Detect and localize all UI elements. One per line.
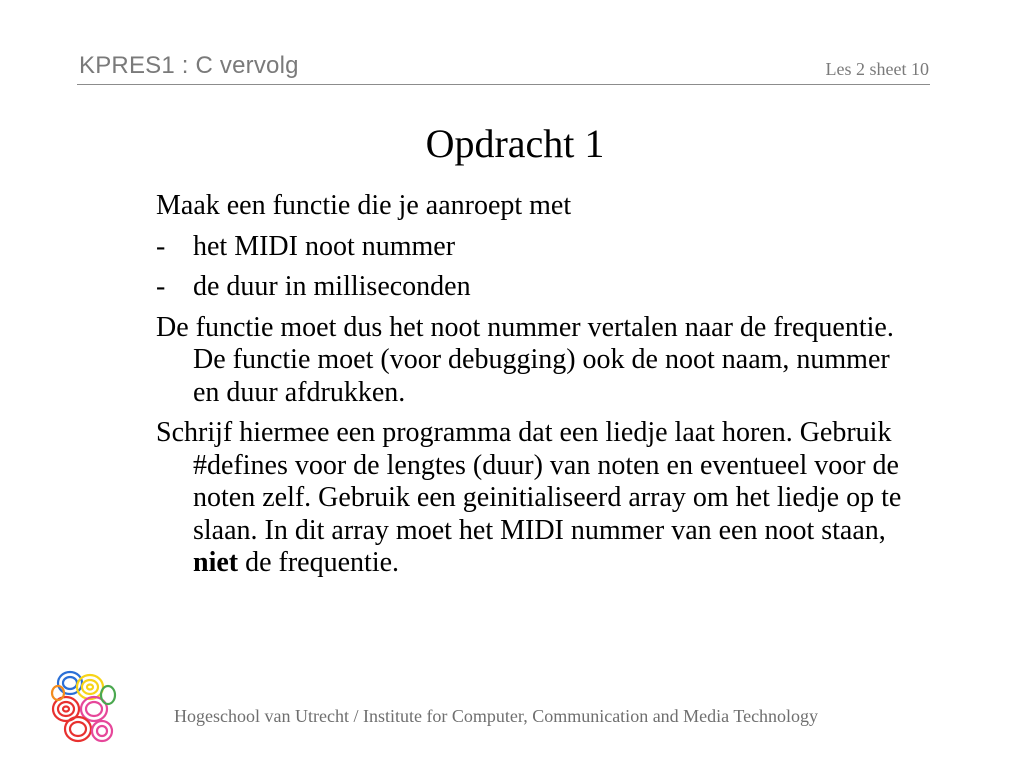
- sheet-number: Les 2 sheet 10: [825, 59, 929, 79]
- bullet-text: het MIDI noot nummer: [193, 230, 456, 262]
- course-title: KPRES1 : C vervolg: [79, 52, 299, 79]
- bullet-item: [156, 271, 916, 304]
- hu-fingerprint-logo-icon: [48, 665, 120, 747]
- slide-title: Opdracht 1: [425, 121, 605, 166]
- bullet-dash: -: [156, 230, 166, 262]
- bullet-text: de duur in milliseconden: [193, 271, 471, 302]
- slide-body: [156, 190, 916, 580]
- paragraph-function: De functie moet dus het noot nummer vertalen naar de frequentie. De functie moet (voor debugging) ook de noot naam, nummer en duur afdrukken.: [156, 311, 894, 408]
- header-divider: [77, 84, 930, 85]
- footer-institution: Hogeschool van Utrecht / Institute for Computer, Communication and Media Technology: [174, 706, 819, 726]
- paragraph-program: [156, 417, 916, 580]
- emphasis-niet: niet: [193, 547, 239, 578]
- paragraph-program-text: Schrijf hiermee een programma dat een liedje laat horen. Gebruik #defines voor de lengtes (duur) van noten en eventueel voor de noten zelf. Gebruik een geinitialiseerd array om het liedje op te slaan. In dit array moet het MIDI nummer van een noot staan,: [156, 417, 902, 546]
- intro-text: Maak een functie die je aanroept met: [156, 190, 572, 221]
- bullet-dash: -: [156, 271, 166, 302]
- bullet-item: [156, 231, 916, 264]
- paragraph-program-end: de frequentie.: [245, 547, 400, 578]
